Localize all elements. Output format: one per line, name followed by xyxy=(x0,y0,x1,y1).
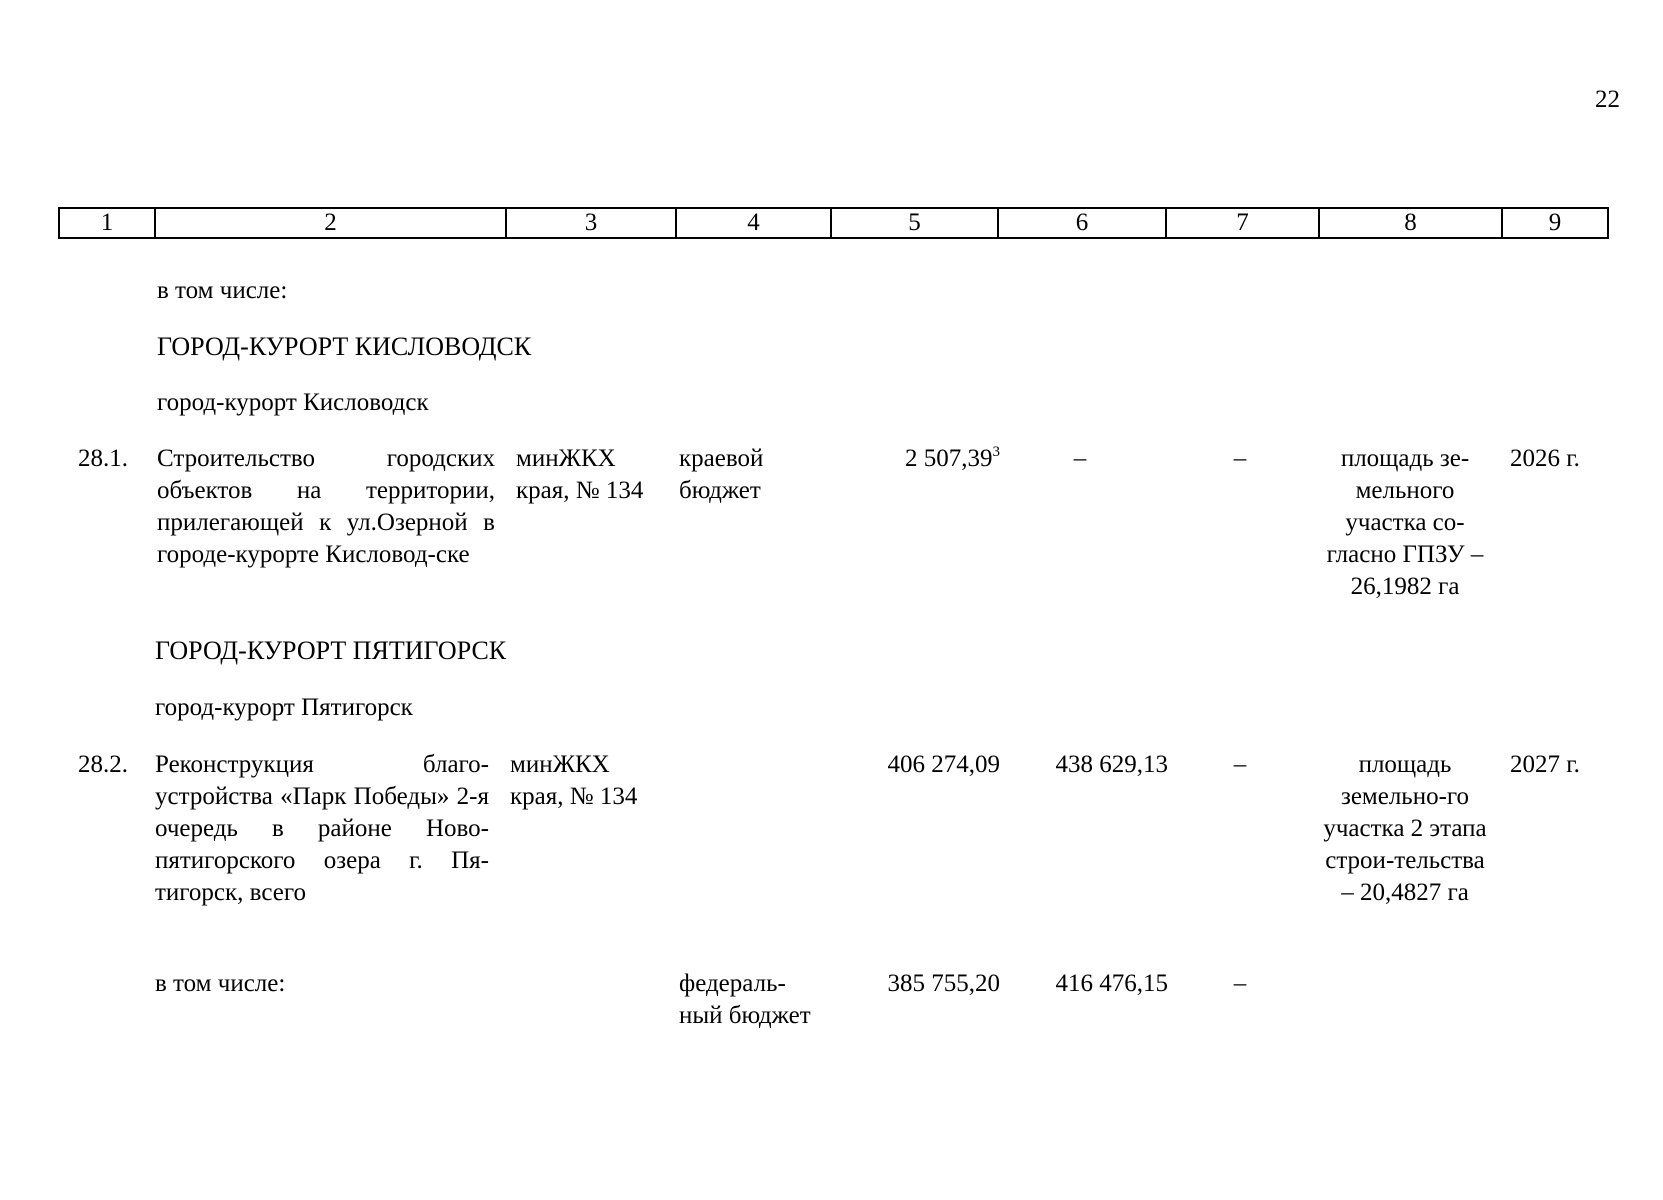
row-28-2-value-5: 406 274,09 xyxy=(887,751,1000,778)
city-heading-kislovodsk: ГОРОД-КУРОРТ КИСЛОВОДСК xyxy=(157,332,532,361)
row-28-1-year: 2026 г. xyxy=(1510,445,1580,472)
header-col-6: 6 xyxy=(999,209,1167,237)
row-28-1-result: площадь зе-мельного участка со-гласно ГПЗУ – 26,1982 га xyxy=(1326,445,1484,600)
city-heading-pyatigorsk: ГОРОД-КУРОРТ ПЯТИГОРСК xyxy=(155,636,507,665)
row-28-2-including-value-5: 385 755,20 xyxy=(887,970,1000,997)
row-28-2-including-value-7: – xyxy=(1233,970,1247,997)
footnote-marker: 3 xyxy=(992,444,1000,460)
row-28-1-value-5: 2 507,39$^3$ xyxy=(905,444,1000,472)
header-col-3: 3 xyxy=(507,209,677,237)
header-col-4: 4 xyxy=(677,209,832,237)
row-28-2-number: 28.2. xyxy=(78,751,128,778)
header-col-8: 8 xyxy=(1320,209,1503,237)
header-col-9: 9 xyxy=(1548,209,1562,236)
subheading-pyatigorsk: город-курорт Пятигорск xyxy=(155,694,413,721)
row-28-1-source: краевой бюджет xyxy=(679,445,764,504)
row-28-2-year: 2027 г. xyxy=(1510,751,1580,778)
header-col-1: 1 xyxy=(60,209,156,237)
row-28-1-value-6: – xyxy=(1073,445,1087,472)
page-number: 22 xyxy=(1595,86,1620,113)
header-col-5: 5 xyxy=(832,209,999,237)
subheading-kislovodsk: город-курорт Кисловодск xyxy=(157,389,429,416)
row-28-1-number: 28.1. xyxy=(78,445,128,472)
row-28-1-responsible: минЖКХ края, № 134 xyxy=(516,445,644,504)
row-28-2-including-value-6: 416 476,15 xyxy=(1055,970,1168,997)
row-28-2-responsible: минЖКХ края, № 134 xyxy=(510,751,638,810)
including-label: в том числе: xyxy=(157,277,288,304)
row-28-2-result: площадь земельно-го участка 2 этапа строи-тельства – 20,4827 га xyxy=(1323,751,1487,906)
row-28-1-value-7: – xyxy=(1233,445,1247,472)
row-28-2-including-label: в том числе: xyxy=(155,970,286,997)
row-28-2-value-6: 438 629,13 xyxy=(1055,751,1168,778)
row-28-2-value-7: – xyxy=(1233,751,1247,778)
header-col-2: 2 xyxy=(156,209,507,237)
row-28-2-including-source: федераль-ный бюджет xyxy=(679,970,811,1029)
row-28-2-name: Реконструкция благо-устройства «Парк Победы» 2-я очередь в районе Ново-пятигорского озера г. Пя-тигорск, всего xyxy=(155,751,489,906)
row-28-1-name: Строительство городских объектов на территории, прилегающей к ул.Озерной в городе-курорте Кисловод-ске xyxy=(157,445,495,568)
header-col-7: 7 xyxy=(1167,209,1320,237)
column-number-header xyxy=(58,207,1609,239)
